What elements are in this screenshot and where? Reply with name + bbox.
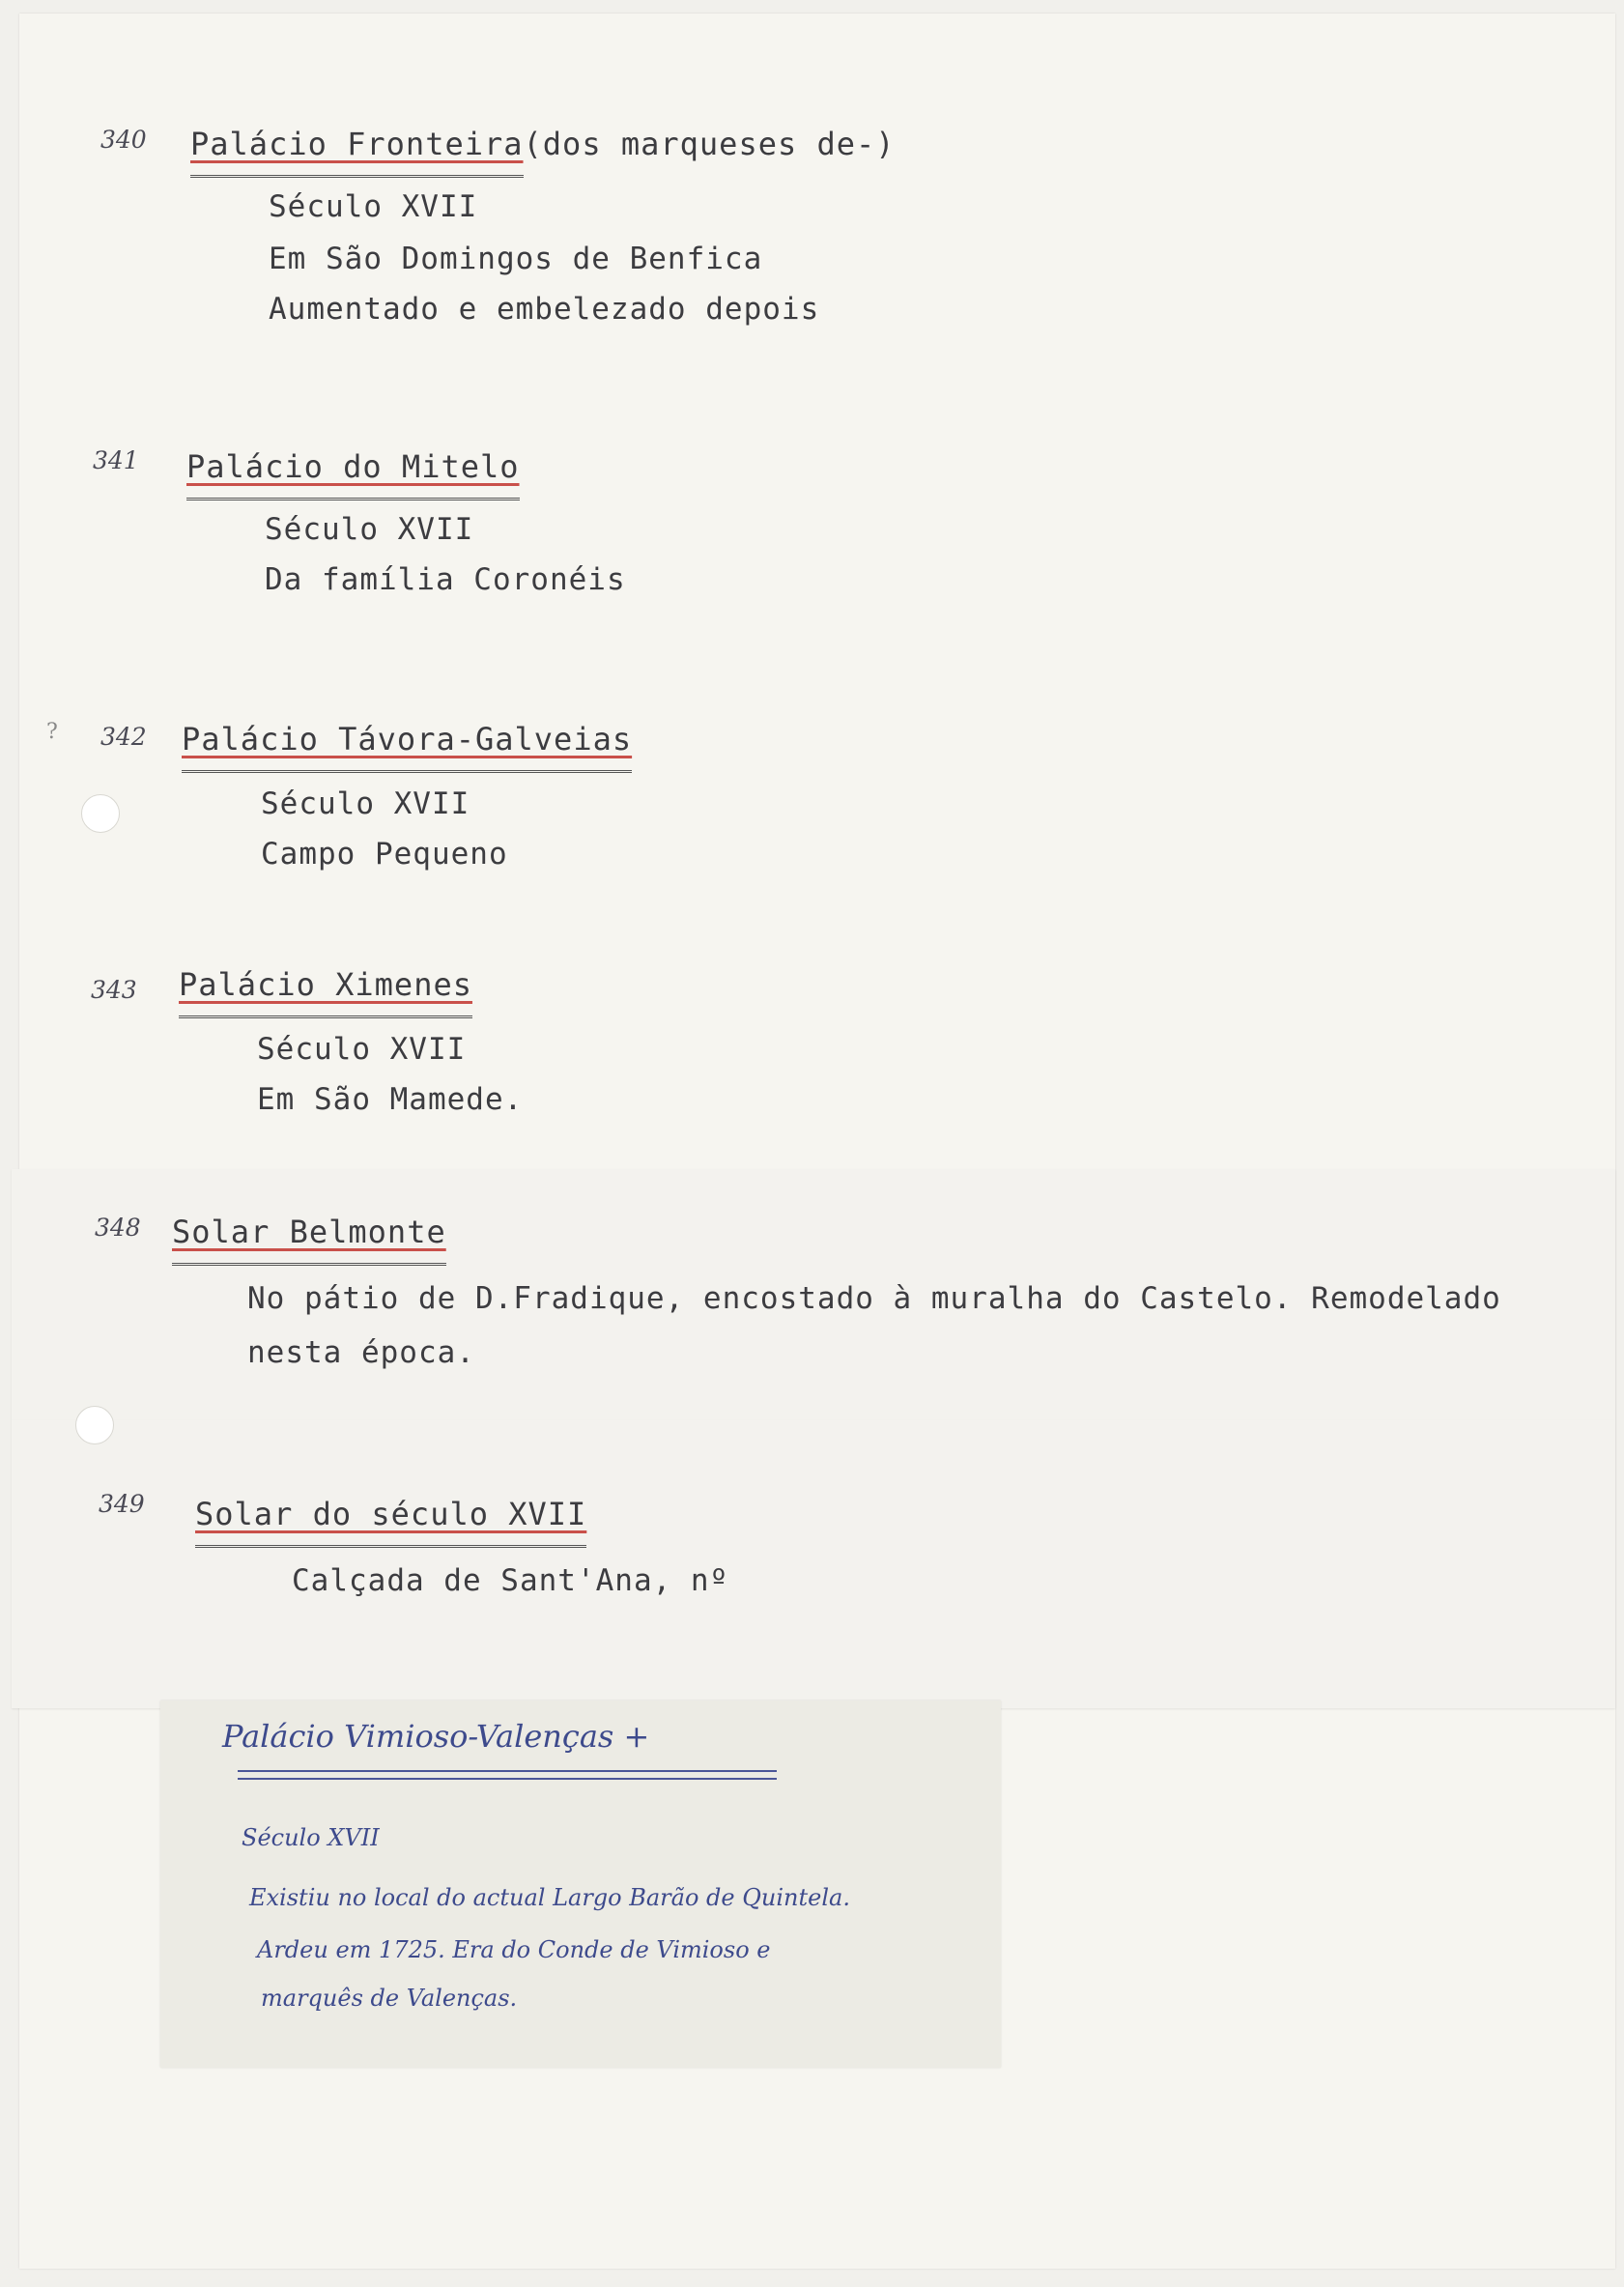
entry-title: Palácio Fronteira bbox=[190, 126, 524, 162]
entry-line: No pátio de D.Fradique, encostado à muralha do Castelo. Remodelado bbox=[247, 1281, 1501, 1316]
entry-line: Campo Pequeno bbox=[261, 837, 508, 872]
entry-number: 348 bbox=[95, 1214, 141, 1242]
punch-hole bbox=[81, 794, 120, 833]
entry-title: Palácio do Mitelo bbox=[186, 448, 520, 485]
entry-number: 341 bbox=[93, 446, 139, 474]
entry-line: Em São Mamede. bbox=[257, 1082, 524, 1117]
entry-title-row bbox=[182, 721, 632, 758]
entry-number: 340 bbox=[100, 126, 147, 154]
entry-title-extra: (dos marqueses de-) bbox=[523, 126, 896, 162]
entry-title-row bbox=[195, 1496, 586, 1532]
handwritten-underline bbox=[238, 1770, 777, 1780]
entry-title: Solar Belmonte bbox=[172, 1214, 446, 1250]
entry-line: Em São Domingos de Benfica bbox=[269, 242, 763, 276]
entry-number: 343 bbox=[91, 976, 137, 1004]
handwritten-note-card bbox=[160, 1701, 1001, 2068]
entry-title: Palácio Ximenes bbox=[179, 966, 472, 1003]
entry-title: Solar do século XVII bbox=[195, 1496, 587, 1532]
entry-line: Século XVII bbox=[269, 189, 478, 224]
pasted-strip bbox=[12, 1420, 1615, 1708]
entry-line: nesta época. bbox=[247, 1335, 475, 1370]
entry-line: Calçada de Sant'Ana, nº bbox=[292, 1563, 729, 1598]
entry-title-row bbox=[172, 1214, 446, 1250]
handwritten-line: Ardeu em 1725. Era do Conde de Vimioso e bbox=[257, 1936, 771, 1963]
handwritten-line: Existiu no local do actual Largo Barão de Quintela. bbox=[249, 1884, 850, 1911]
handwritten-line: marquês de Valenças. bbox=[261, 1985, 518, 2012]
question-mark: ? bbox=[46, 720, 58, 744]
entry-title-row bbox=[186, 448, 520, 485]
entry-line: Aumentado e embelezado depois bbox=[269, 292, 820, 327]
entry-title-row bbox=[179, 966, 472, 1003]
entry-line: Século XVII bbox=[257, 1032, 467, 1067]
entry-number: 342 bbox=[100, 723, 147, 751]
entry-line: Século XVII bbox=[265, 512, 474, 547]
entry-title: Palácio Távora-Galveias bbox=[182, 721, 633, 758]
entry-line: Da família Coronéis bbox=[265, 562, 626, 597]
handwritten-title: Palácio Vimioso-Valenças + bbox=[222, 1718, 650, 1755]
punch-hole bbox=[75, 1406, 114, 1444]
entry-title-row bbox=[190, 126, 896, 162]
handwritten-line: Século XVII bbox=[242, 1824, 380, 1851]
entry-line: Século XVII bbox=[261, 786, 470, 821]
entry-number: 349 bbox=[99, 1490, 145, 1518]
